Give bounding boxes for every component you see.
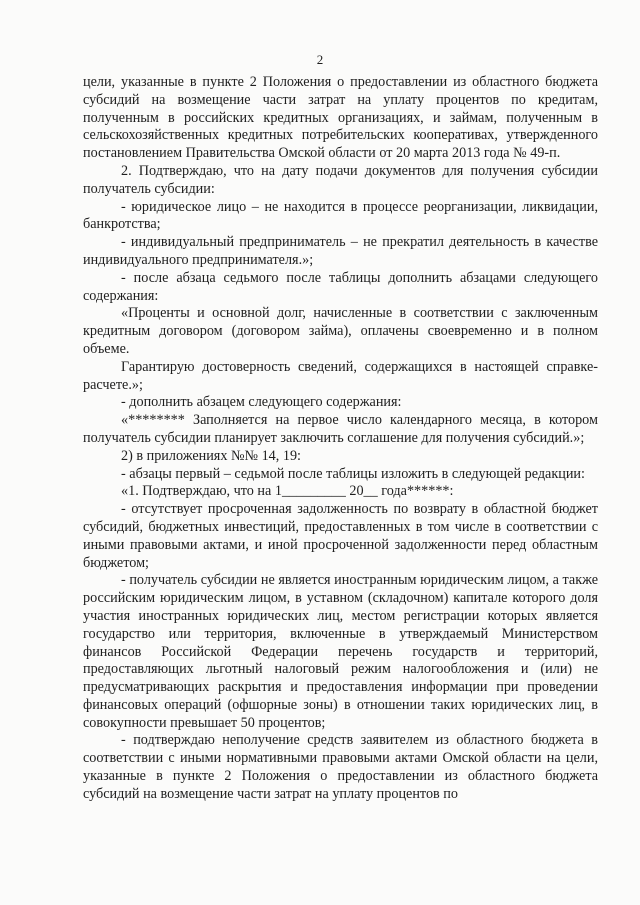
paragraph: - юридическое лицо – не находится в процессе реорганизации, ликвидации, банкротства; xyxy=(83,198,598,233)
paragraph: 2) в приложениях №№ 14, 19: xyxy=(121,447,302,464)
paragraph: «******** Заполняется на первое число календарного месяца, в котором получатель субсидии планирует заключить соглашение для получения субсидий.»; xyxy=(83,412,598,446)
paragraph: - абзацы первый – седьмой после таблицы изложить в следующей редакции: xyxy=(121,465,585,482)
paragraph: «Проценты и основной долг, начисленные в соответствии с заключенным кредитным договором (договором займа), оплачены своевременно и в полном объеме. xyxy=(83,305,598,357)
page-number: 2 xyxy=(316,52,324,67)
paragraph: Гарантирую достоверность сведений, содержащихся в настоящей справке-расчете.»; xyxy=(83,358,598,393)
paragraph: - индивидуальный предприниматель – не прекратил деятельность в качестве индивидуального предпринимателя.»; xyxy=(83,234,598,268)
paragraph: - подтверждаю неполучение средств заявителем из областного бюджета в соответствии с иными нормативными правовыми актами Омской области на цели, указанные в пункте 2 Положения о предоставлении из областного бюджета субсидий на возмещение части затрат на уплату процентов по xyxy=(83,732,598,802)
paragraph: - отсутствует просроченная задолженность по возврату в областной бюджет субсидий, бюджетных инвестиций, предоставленных в том числе в соответствии с иными правовыми актами, и иной просроченной задолженности перед областным бюджетом; xyxy=(83,501,598,571)
paragraph: цели, указанные в пункте 2 Положения о предоставлении из областного бюджета субсидий на возмещение части затрат на уплату процентов по кредитам, полученным в российских кредитных организациях, и займам, полученным в сельскохозяйственных кредитных потребительских кооперативах, утвержденного постановлением Правительства Омской области от 20 марта 2013 года № 49-п. xyxy=(83,74,598,162)
document-body xyxy=(83,74,598,804)
paragraph: «1. Подтверждаю, что на 1_________ 20__ года******: xyxy=(121,483,454,500)
paragraph: 2. Подтверждаю, что на дату подачи документов для получения субсидии получатель субсидии: xyxy=(83,162,598,197)
paragraph: - после абзаца седьмого после таблицы дополнить абзацами следующего содержания: xyxy=(83,269,598,304)
paragraph: - получатель субсидии не является иностранным юридическим лицом, а также российским юридическим лицом, в уставном (складочном) капитале которого доля участия иностранных юридических лиц, местом регистрации которых является государство или территория, включенные в утверждаемый Министерством финансов Российской Федерации перечень государств и территорий, предоставляющих льготный налоговый режим налогообложения и (или) не предусматривающих раскрытия и предоставления информации при проведении финансовых операций (офшорные зоны) в отношении таких юридических лиц, в совокупности превышает 50 процентов; xyxy=(83,572,598,731)
paragraph: - дополнить абзацем следующего содержания: xyxy=(121,394,402,411)
